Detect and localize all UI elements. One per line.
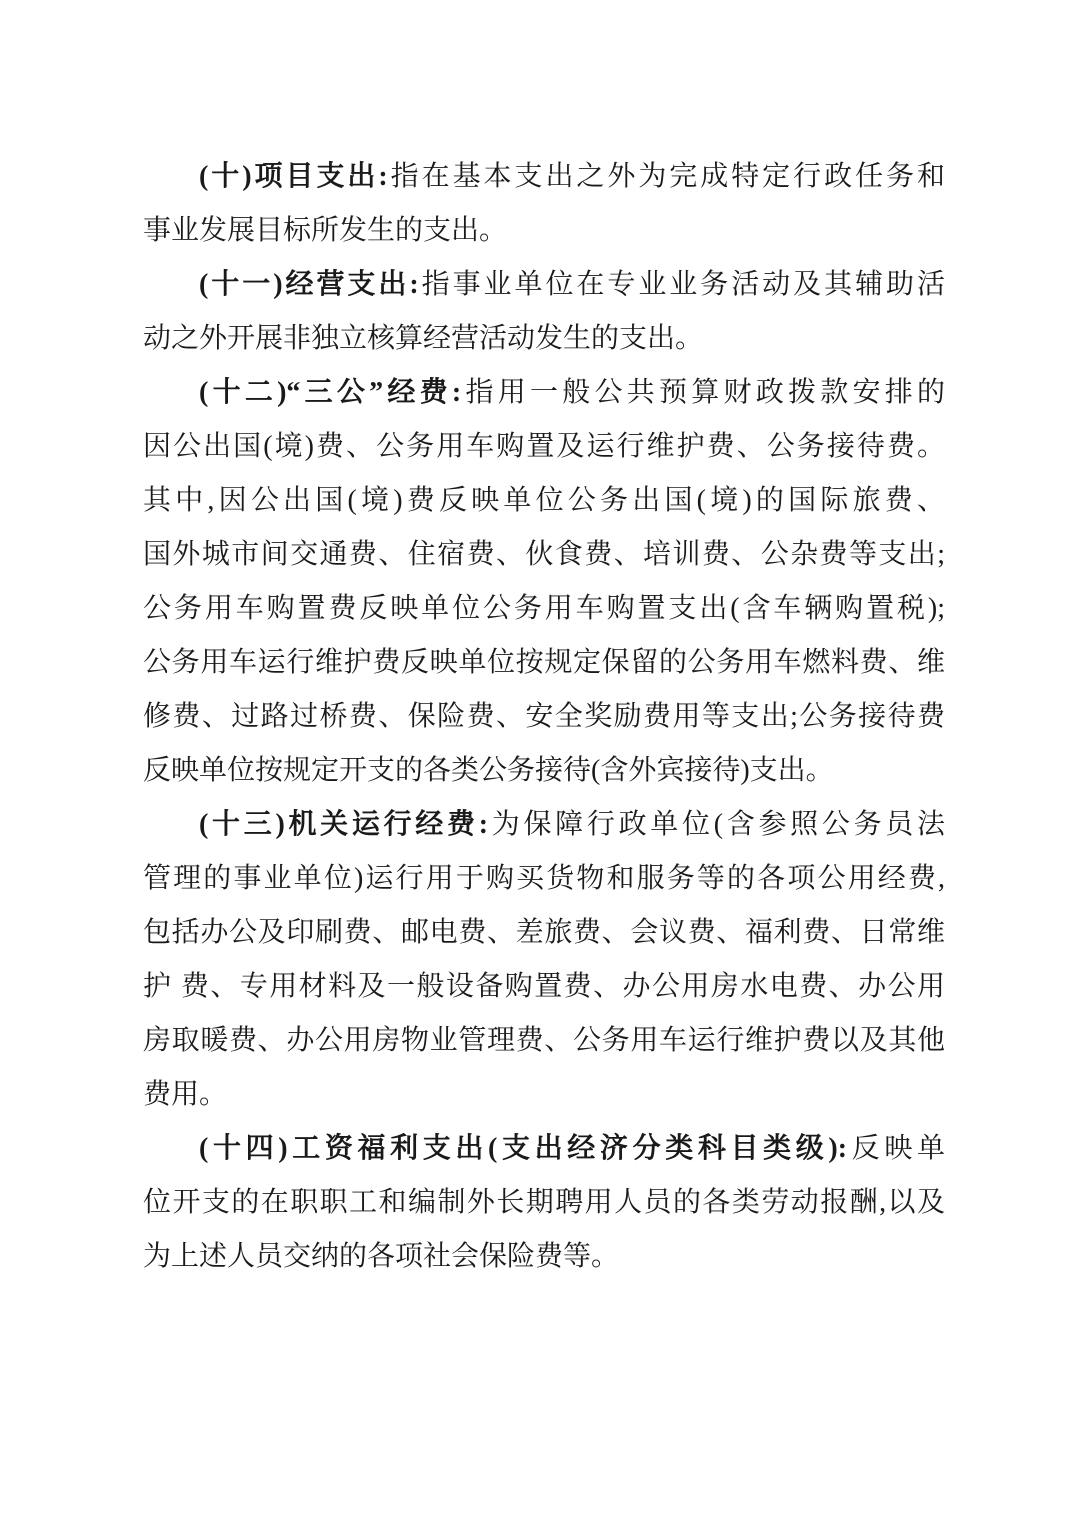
paragraph-first-line-rest: 指在基本支出之外为完成特定行政任务和 xyxy=(387,161,945,192)
paragraph-lead: (十)项目支出: xyxy=(199,161,388,192)
paragraph-first-line-rest: 指事业单位在专业业务活动及其辅助活 xyxy=(418,269,945,300)
paragraph-first-line-rest: 为保障行政单位(含参照公务员法 xyxy=(488,809,945,840)
paragraph-first-line-rest: 反映单 xyxy=(847,1133,945,1164)
paragraph-5 xyxy=(143,1122,945,1284)
paragraph-lead: (十一)经营支出: xyxy=(199,269,419,300)
paragraph-line: 管理的事业单位)运行用于购买货物和服务等的各项公用经费, xyxy=(143,863,945,894)
paragraph-3 xyxy=(143,366,945,798)
paragraph-line: 公务用车购置费反映单位公务用车购置支出(含车辆购置税); xyxy=(143,593,945,624)
paragraph-line: 护 费、专用材料及一般设备购置费、办公用房水电费、办公用 xyxy=(143,971,945,1002)
paragraph-2 xyxy=(143,258,945,366)
paragraph-line: 房取暖费、办公用房物业管理费、公务用车运行维护费以及其他 xyxy=(143,1025,945,1056)
paragraph-lead: (十四)工资福利支出(支出经济分类科目类级): xyxy=(199,1133,848,1164)
paragraph-first-line xyxy=(143,798,945,852)
paragraph-last-line: 费用。 xyxy=(143,1079,228,1110)
paragraph-line: 修费、过路过桥费、保险费、安全奖励费用等支出;公务接待费 xyxy=(143,701,945,732)
paragraph-lead: (十三)机关运行经费: xyxy=(199,809,489,840)
paragraph-first-line xyxy=(143,150,945,204)
paragraph-last-line: 为上述人员交纳的各项社会保险费等。 xyxy=(143,1241,620,1272)
paragraph-first-line xyxy=(143,1122,945,1176)
paragraph-last-line: 事业发展目标所发生的支出。 xyxy=(143,215,508,246)
text-block xyxy=(143,150,945,1284)
paragraph-first-line xyxy=(143,258,945,312)
paragraph-line: 国外城市间交通费、住宿费、伙食费、培训费、公杂费等支出; xyxy=(143,539,945,570)
paragraph-last-line: 反映单位按规定开支的各类公务接待(含外宾接待)支出。 xyxy=(143,755,834,786)
paragraph-line: 公务用车运行维护费反映单位按规定保留的公务用车燃料费、维 xyxy=(143,647,945,678)
paragraph-4 xyxy=(143,798,945,1122)
paragraph-1 xyxy=(143,150,945,258)
paragraph-last-line: 动之外开展非独立核算经营活动发生的支出。 xyxy=(143,323,704,354)
paragraph-line: 因公出国(境)费、公务用车购置及运行维护费、公务接待费。 xyxy=(143,431,945,462)
paragraph-first-line xyxy=(143,366,945,420)
paragraph-line: 位开支的在职职工和编制外长期聘用人员的各类劳动报酬,以及 xyxy=(143,1187,945,1218)
paragraph-lead: (十二)“三公”经费: xyxy=(199,377,462,408)
paragraph-line: 其中,因公出国(境)费反映单位公务出国(境)的国际旅费、 xyxy=(143,485,945,516)
paragraph-line: 包括办公及印刷费、邮电费、差旅费、会议费、福利费、日常维 xyxy=(143,917,945,948)
paragraph-first-line-rest: 指用一般公共预算财政拨款安排的 xyxy=(461,377,945,408)
